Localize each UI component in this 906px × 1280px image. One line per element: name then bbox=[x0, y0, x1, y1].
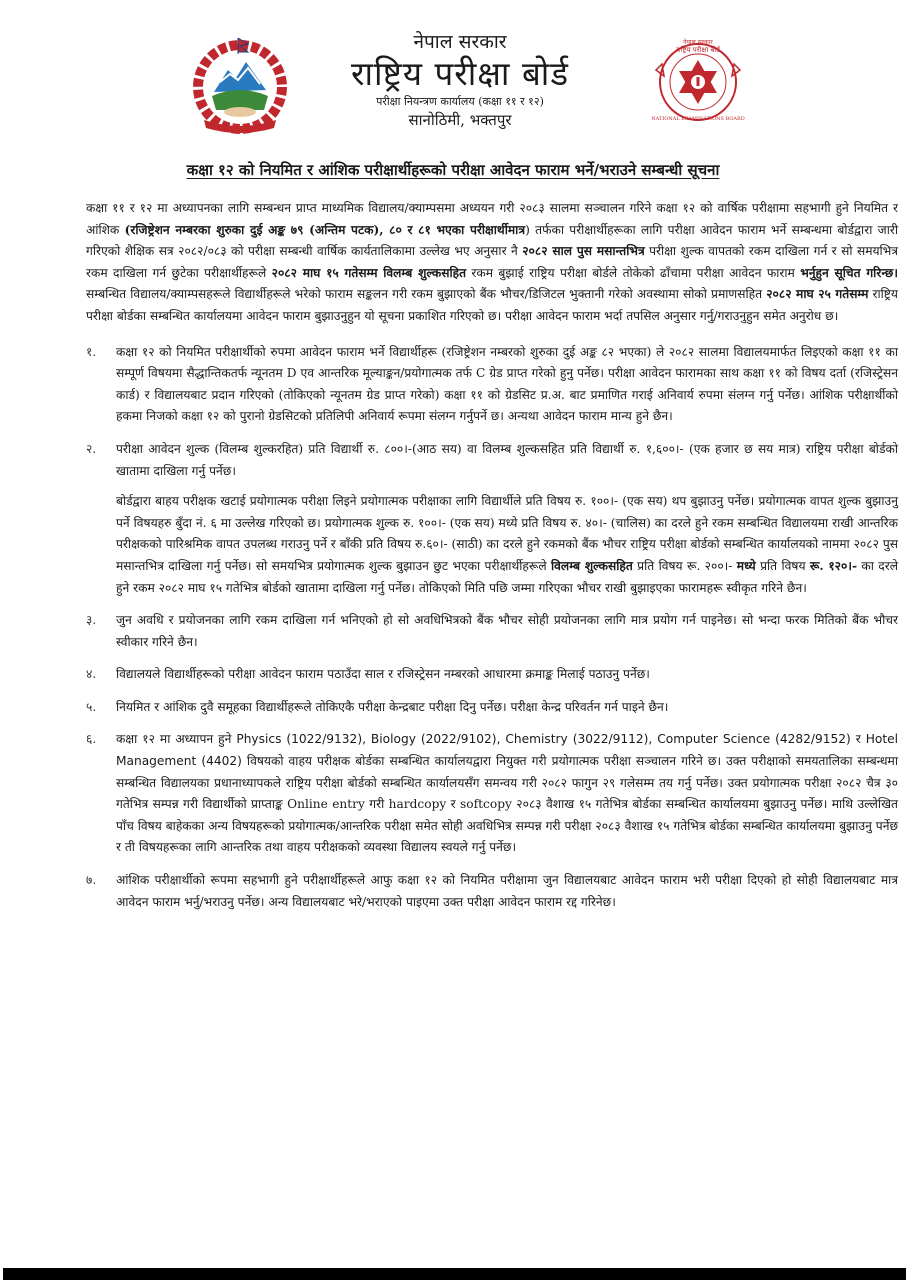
seal-text-ring: NATIONAL EXAMINATIONS BOARD bbox=[651, 116, 745, 122]
letterhead bbox=[0, 0, 906, 160]
list-item bbox=[86, 610, 898, 653]
seal-text-top: नेपाल सरकार bbox=[683, 39, 713, 46]
instruction-list bbox=[86, 342, 898, 914]
national-examinations-board-seal-icon bbox=[648, 30, 748, 130]
nepal-government-emblem-icon bbox=[190, 32, 290, 137]
item-text: कक्षा १२ मा अध्यापन हुने Physics (1022/9132), Biology (2022/9102), Chemistry (3022/9112), Computer Science (4282/9152) र Hotel Management (4402) विषयको वाहय परीक्षक बोर्डका सम्बन्धित कार्यालयद्वारा नियुक्त गरी प्रयोगात्मक परीक्षा सञ्चालन गरिने छ। उक्त परीक्षाको समयतालिका सम्बन्धमा सम्बन्धित विद्यालयका प्रधानाध्यापकले राष्ट्रिय परीक्षा बोर्डको सम्बन्धित कार्यालयसँग समन्वय गरी २०८२ फागुन २९ गलेसम्म तय गर्नु पर्नेछ। उक्त प्रयोगात्मक परीक्षा २०८२ चैत्र ३० गतेभित्र सम्पन्न गरी विद्यार्थीको प्राप्ताङ्क Online entry गरी hardcopy र softcopy २०८३ वैशाख १५ गतेभित्र बोर्डका सम्बन्धित कार्यालयमा बुझाउनु पर्नेछ। माथि उल्लेखित पाँच विषय बाहेकका अन्य विषयहरूको प्रयोगात्मक/आन्तरिक परीक्षा समेत सोही अवधिभित्र सम्पन्न गरी परीक्षा २०८३ वैशाख १५ गतेभित्र बोर्डका सम्बन्धित कार्यालयमा बुझाउनु पर्नेछ र ती विषयहरूका लागि आन्तरिक तथा वाहय परीक्षकको व्यवस्था विद्यालय स्वयले गर्नु पर्नेछ। bbox=[116, 732, 898, 855]
footer-bar bbox=[3, 1268, 906, 1280]
office-name: परीक्षा नियन्त्रण कार्यालय (कक्षा ११ र १२) bbox=[376, 95, 544, 108]
item-number: ४. bbox=[86, 667, 97, 682]
item-number: ५. bbox=[86, 699, 97, 714]
notice-body bbox=[86, 198, 898, 924]
item-text: जुन अवधि र प्रयोजनका लागि रकम दाखिला गर्न भनिएको हो सो अवधिभित्रको बैंक भौचर सोही प्रयोजनका लागि मात्र प्रयोग गर्न पाइनेछ। सो भन्दा फरक मितिको बैंक भौचर स्वीकार गरिने छैन। bbox=[116, 613, 898, 649]
item-text: नियमित र आंशिक दुवै समूहका विद्यार्थीहरूले तोकिएकै परीक्षा केन्द्रबाट परीक्षा दिनु पर्नेछ। परीक्षा केन्द्र परिवर्तन गर्न पाइने छैन। bbox=[116, 699, 669, 714]
notice-title: कक्षा १२ को नियमित र आंशिक परीक्षार्थीहरूको परीक्षा आवेदन फाराम भर्ने/भराउने सम्बन्धी सूचना bbox=[186, 161, 720, 179]
item-text: कक्षा १२ को नियमित परीक्षार्थीको रुपमा आवेदन फाराम भर्ने विद्यार्थीहरू (रजिष्ट्रेशन नम्बरको शुरुका दुई अङ्क ८२ भएका) ले २०८२ सालमा विद्यालयमार्फत लिइएको कक्षा ११ का सम्पूर्ण विषयमा सैद्धान्तिकतर्फ न्यूनतम D एव आन्तरिक मूल्याङ्कन/प्रयोगात्मक तर्फ C ग्रेड प्राप्त गरेको हुनु पर्नेछ। परीक्षा आवेदन फारामका साथ कक्षा ११ को विषय दर्ता (रजिस्ट्रेसन कार्ड) र विद्यालयबाट प्रदान गरिएको (तोकिएको न्यूनतम ग्रेड प्राप्त गरेको) कक्षा ११ को ग्रेडसिट प्र.अ. बाट प्रमाणित गराई अनिवार्य रुपमा संलग्न गर्नु पर्नेछ। आंशिक परीक्षार्थीको हकमा निजको कक्षा १२ को पुरानो ग्रेडसिटको प्रतिलिपी अनिवार्य रूपमा संलग्न गर्नुपर्ने छ। अन्यथा आवेदन फाराम मान्य हुने छैन। bbox=[116, 344, 898, 424]
government-name: नेपाल सरकार bbox=[413, 31, 507, 53]
item-number: ७. bbox=[86, 873, 97, 888]
list-item bbox=[86, 870, 898, 913]
list-item bbox=[86, 439, 898, 599]
item-subparagraph: बोर्डद्वारा बाहय परीक्षक खटाई प्रयोगात्मक परीक्षा लिइने प्रयोगात्मक परीक्षाका लागि विद्यार्थीले प्रति विषय रु. १००।- (एक सय) थप बुझाउनु पर्नेछ। प्रयोगात्मक वापत शुल्क बुझाउनु पर्ने विषयहरु बुँदा नं. ६ मा उल्लेख गरिएको छ। प्रयोगात्मक शुल्क रु. १००।- (एक सय) मध्ये प्रति विषय रु. ४०।- (चालिस) का दरले हुने रकम सम्बन्धित विद्यालयमा राखी आन्तरिक परीक्षकको पारिश्रमिक वापत उपलब्ध गराउनु पर्ने र बाँकी प्रति विषय रु.६०।- (साठी) का दरले हुने रकमको बैंक भौचर राष्ट्रिय परीक्षा बोर्डको सम्बन्धित कार्यालयको नाममा २०८२ पुस मसान्तभित्र दाखिला गर्नु पर्नेछ। सो समयभित्र प्रयोगात्मक शुल्क बुझाउन छुट भएका परीक्षार्थीहरूले विलम्ब शुल्कसहित प्रति विषय रू. २००।- मध्ये प्रति विषय रू. १२०।- का दरले हुने रकम २०८२ माघ १५ गतेभित्र बोर्डको खातामा दाखिला गर्नु पर्नेछ। तोकिएको मिति पछि जम्मा गरिएका भौचर राखी बुझाइएका फारामहरू स्वीकृत गरिने छैन। bbox=[116, 494, 898, 595]
list-item bbox=[86, 729, 898, 859]
item-text: विद्यालयले विद्यार्थीहरूको परीक्षा आवेदन फाराम पठाउँदा साल र रजिस्ट्रेसन नम्बरको आधारमा क्रमाङ्क मिलाई पठाउनु पर्नेछ। bbox=[116, 667, 650, 682]
letterhead-text bbox=[300, 30, 620, 130]
item-number: २. bbox=[86, 441, 97, 456]
board-name: राष्ट्रिय परीक्षा बोर्ड bbox=[350, 54, 570, 93]
item-number: ६. bbox=[86, 732, 97, 747]
seal-text-mid: राष्ट्रिय परीक्षा बोर्ड bbox=[675, 46, 721, 54]
intro-paragraph: कक्षा ११ र १२ मा अध्यापनका लागि सम्बन्धन प्राप्त माध्यमिक विद्यालय/क्याम्पसमा अध्ययन गरी २०८३ सालमा सञ्चालन गरिने कक्षा १२ को वार्षिक परीक्षामा सहभागी हुने नियमित र आंशिक (रजिष्ट्रेशन नम्बरका शुरुका दुई अङ्क ७९ (अन्तिम पटक), ८० र ८१ भएका परीक्षार्थीमात्र) तर्फका परीक्षार्थीहरूका लागि परीक्षा आवेदन फाराम भर्ने सम्बन्धमा बोर्डद्वारा जारी गरिएको शैक्षिक सत्र २०८२/०८३ को परीक्षा सम्बन्धी वार्षिक कार्यतालिकामा उल्लेख भए अनुसार नै २०८२ साल पुस मसान्तभित्र परीक्षा शुल्क वापतको रकम दाखिला गर्न र सो समयभित्र रकम दाखिला गर्न छुटेका परीक्षार्थीहरूले २०८२ माघ १५ गतेसम्म विलम्ब शुल्कसहित रकम बुझाई राष्ट्रिय परीक्षा बोर्डले तोकेको ढाँचामा परीक्षा आवेदन फाराम भर्नुहुन सूचित गरिन्छ। सम्बन्धित विद्यालय/क्याम्पसहरूले विद्यार्थीहरूले भरेको फाराम सङ्कलन गरी रकम बुझाएको बैंक भौचर/डिजिटल भुक्तानी गरेको अवस्थामा सोको प्रमाणसहित २०८२ माघ २५ गतेसम्म राष्ट्रिय परीक्षा बोर्डका सम्बन्धित कार्यालयमा आवेदन फाराम बुझाउनुहुन यो सूचना प्रकाशित गरिएको छ। परीक्षा आवेदन फाराम भर्दा तपसिल अनुसार गर्नु/गराउनुहुन समेत अनुरोध छ। bbox=[86, 201, 898, 323]
item-number: १. bbox=[86, 344, 97, 359]
item-number: ३. bbox=[86, 613, 97, 628]
list-item bbox=[86, 342, 898, 428]
item-text: परीक्षा आवेदन शुल्क (विलम्ब शुल्करहित) प्रति विद्यार्थी रु. ८००।-(आठ सय) वा विलम्ब शुल्कसहित प्रति विद्यार्थी रु. १,६००।- (एक हजार छ सय मात्र) राष्ट्रिय परीक्षा बोर्डको खातामा दाखिला गर्नु पर्नेछ। bbox=[116, 441, 898, 478]
office-location: सानोठिमी, भक्तपुर bbox=[408, 111, 512, 129]
list-item bbox=[86, 664, 898, 686]
item-text: आंशिक परीक्षार्थीको रूपमा सहभागी हुने परीक्षार्थीहरूले आफु कक्षा १२ को नियमित परीक्षामा जुन विद्यालयबाट आवेदन फाराम भरी परीक्षा दिएको हो सोही विद्यालयबाट मात्र आवेदन फाराम भर्नु/भराउनु पर्नेछ। अन्य विद्यालयबाट भरे/भराएको पाइएमा उक्त परीक्षा आवेदन फाराम रद्द गरिनेछ। bbox=[116, 873, 898, 909]
list-item bbox=[86, 697, 898, 719]
